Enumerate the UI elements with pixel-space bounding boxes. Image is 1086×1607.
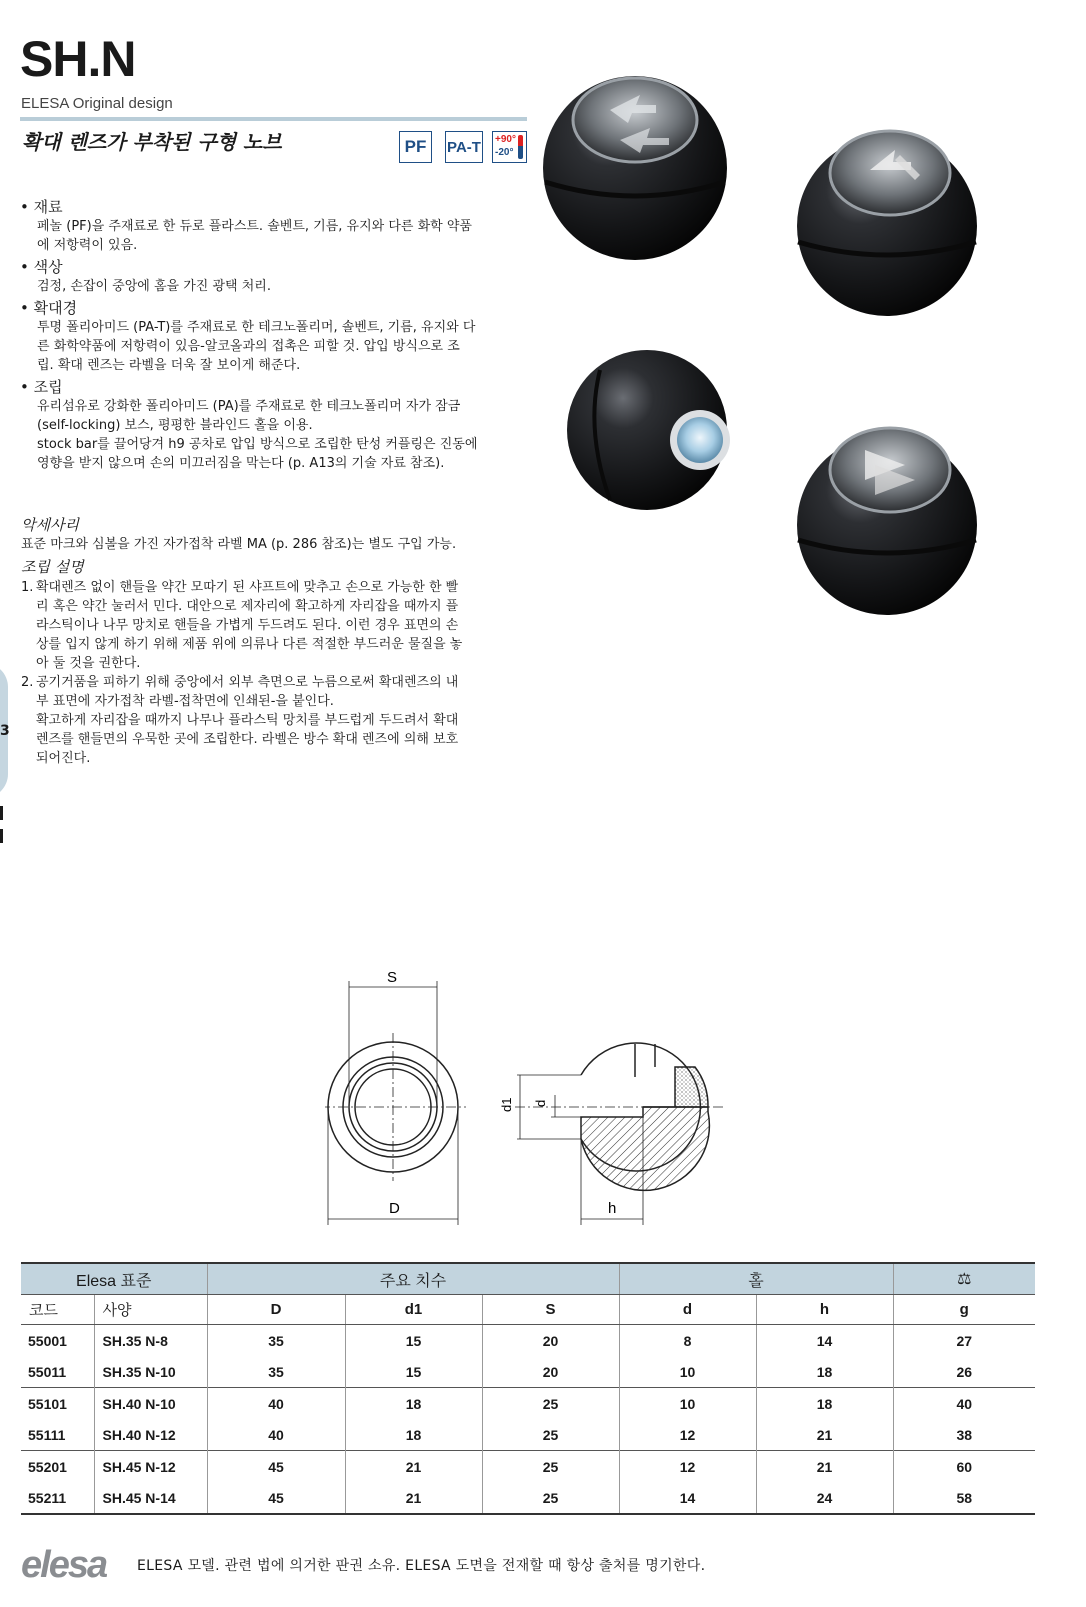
step-line: 렌즈를 핸들면의 우묵한 곳에 조립한다. 라벨은 방수 확대 렌즈에 의해 보호 <box>36 732 459 747</box>
table-cell: SH.35 N-8 <box>94 1325 207 1357</box>
table-cell: 14 <box>619 1482 756 1514</box>
step-line: 아 둘 것을 권한다. <box>36 656 141 671</box>
side-mark <box>0 829 3 843</box>
step-line: 리 혹은 약간 눌러서 민다. 대안으로 제자리에 확고하게 자리잡을 때까지 플 <box>36 599 459 614</box>
spec-heading: • 조립 <box>20 378 63 396</box>
step-line: 상를 입지 않게 하기 위해 제품 위에 의류나 다른 적절한 부드러운 물질을 놓 <box>36 637 463 652</box>
step-number: 1. <box>21 580 34 595</box>
technical-drawing <box>325 967 725 1232</box>
table-cell: 25 <box>482 1388 619 1420</box>
spec-line: 페놀 (PF)을 주재료로 한 듀로 플라스트. 솔벤트, 기름, 유지와 다른 화학 약품 <box>37 219 472 234</box>
material-badge-pa-t: PA-T <box>445 131 483 163</box>
header-hole: 홀 <box>619 1263 893 1295</box>
dim-label-d-outer: D <box>389 1200 400 1217</box>
table-cell: 12 <box>619 1419 756 1451</box>
elesa-logo <box>21 1545 126 1585</box>
table-row <box>21 1388 1035 1420</box>
spec-heading: • 확대경 <box>20 299 78 317</box>
front-view <box>325 981 466 1225</box>
spec-line: stock bar를 끌어당겨 h9 공차로 압입 방식으로 조립한 탄성 커플링은 진동에 <box>37 437 478 452</box>
step-line: 라스틱이나 나무 망치로 핸들을 가볍게 두드려도 된다. 이런 경우 표면의 손 <box>36 618 459 633</box>
table-cell: SH.40 N-10 <box>94 1388 207 1420</box>
assembly-steps <box>21 578 526 768</box>
table-cell: SH.40 N-12 <box>94 1419 207 1451</box>
col-header-D: D <box>207 1295 345 1325</box>
table-cell: 35 <box>207 1325 345 1357</box>
table-cell: 55001 <box>21 1325 94 1357</box>
header-elesa-standard: Elesa 표준 <box>21 1263 207 1295</box>
table-cell: 40 <box>207 1388 345 1420</box>
table-cell: 18 <box>756 1356 893 1388</box>
table-cell: 55201 <box>21 1451 94 1483</box>
spec-material <box>20 197 525 255</box>
col-header-d: d <box>619 1295 756 1325</box>
weight-icon: ⚖ <box>893 1263 1035 1295</box>
table-cell: SH.35 N-10 <box>94 1356 207 1388</box>
thermometer-icon <box>518 135 523 159</box>
side-section-view <box>515 1043 725 1225</box>
assembly-step <box>21 673 526 768</box>
col-header-g: g <box>893 1295 1035 1325</box>
spec-assembly <box>20 377 525 473</box>
step-number: 2. <box>21 675 34 690</box>
col-header-d1: d1 <box>345 1295 482 1325</box>
table-cell: 25 <box>482 1451 619 1483</box>
table-cell: 60 <box>893 1451 1035 1483</box>
temperature-badge <box>492 131 527 163</box>
table-cell: 38 <box>893 1419 1035 1451</box>
table-cell: 20 <box>482 1356 619 1388</box>
spec-color <box>20 257 525 296</box>
spec-line: 에 저항력이 있음. <box>37 238 138 253</box>
assembly-title: 조립 설명 <box>21 558 84 576</box>
table-cell: 45 <box>207 1451 345 1483</box>
header-main-dimensions: 주요 치수 <box>207 1263 619 1295</box>
table-cell: 58 <box>893 1482 1035 1514</box>
table-cell: 18 <box>345 1419 482 1451</box>
product-title: 확대 렌즈가 부착된 구형 노브 <box>22 130 282 154</box>
table-row <box>21 1451 1035 1483</box>
table-row <box>21 1356 1035 1388</box>
section-number: 3 <box>0 723 10 739</box>
table-cell: 21 <box>756 1451 893 1483</box>
table-cell: 40 <box>207 1419 345 1451</box>
side-mark <box>0 806 3 820</box>
knob-photo-4 <box>797 428 977 615</box>
page-title: SH.N <box>20 31 136 87</box>
step-line: 확고하게 자리잡을 때까지 나무나 플라스틱 망치를 부드럽게 두드려서 확대 <box>36 713 459 728</box>
table-cell: 21 <box>756 1419 893 1451</box>
table-cell: 55011 <box>21 1356 94 1388</box>
temp-high-label: +90° <box>495 134 516 145</box>
table-row <box>21 1325 1035 1357</box>
temp-low-label: -20° <box>495 147 514 158</box>
table-cell: 55111 <box>21 1419 94 1451</box>
step-line: 확대렌즈 없이 핸들을 약간 모따기 된 샤프트에 맞추고 손으로 가능한 한 빨 <box>36 580 459 595</box>
spec-heading: • 색상 <box>20 258 63 276</box>
dim-label-s: S <box>387 969 398 986</box>
table-cell: 21 <box>345 1482 482 1514</box>
table-cell: SH.45 N-14 <box>94 1482 207 1514</box>
table-cell: 55211 <box>21 1482 94 1514</box>
spec-line: 투명 폴리아미드 (PA-T)를 주재료로 한 테크노폴리머, 솔벤트, 기름, 유지와 다 <box>37 320 476 335</box>
table-cell: 15 <box>345 1356 482 1388</box>
table-cell: 45 <box>207 1482 345 1514</box>
spec-line: 른 화학약품에 저항력이 있음-알코올과의 접촉은 피할 것. 압입 방식으로 조 <box>37 339 460 354</box>
dim-label-d: d <box>533 1099 548 1107</box>
assembly-step <box>21 578 526 673</box>
table-cell: 10 <box>619 1388 756 1420</box>
table-cell: 12 <box>619 1451 756 1483</box>
table-cell: 14 <box>756 1325 893 1357</box>
col-header-h: h <box>756 1295 893 1325</box>
accessories-title: 악세사리 <box>21 516 79 534</box>
col-header-code: 코드 <box>21 1295 94 1325</box>
step-line: 부 표면에 자가접착 라벨-접착면에 인쇄된-을 붙인다. <box>36 694 334 709</box>
step-line: 공기거품을 피하기 위해 중앙에서 외부 측면으로 누름으로써 확대렌즈의 내 <box>36 675 459 690</box>
spec-line: 영향을 받지 않으며 손의 미끄러짐을 막는다 (p. A13의 기술 자료 참조). <box>37 456 445 471</box>
dim-label-d1: d1 <box>499 1097 514 1112</box>
footer-copyright: ELESA 모델. 관련 법에 의거한 판권 소유. ELESA 도면을 전재할 때 항상 출처를 명기한다. <box>137 1558 706 1574</box>
table-row <box>21 1419 1035 1451</box>
table-cell: 8 <box>619 1325 756 1357</box>
page-subtitle: ELESA Original design <box>21 95 173 112</box>
col-header-S: S <box>482 1295 619 1325</box>
table-cell: 27 <box>893 1325 1035 1357</box>
table-cell: 25 <box>482 1482 619 1514</box>
logo-text: elesa <box>21 1545 107 1585</box>
spec-magnifier <box>20 298 525 375</box>
table-cell: 35 <box>207 1356 345 1388</box>
table-cell: 55101 <box>21 1388 94 1420</box>
knob-photo-2 <box>797 131 977 316</box>
table-cell: 18 <box>345 1388 482 1420</box>
table-cell: SH.45 N-12 <box>94 1451 207 1483</box>
table-cell: 10 <box>619 1356 756 1388</box>
table-cell: 24 <box>756 1482 893 1514</box>
spec-line: (self-locking) 보스, 평평한 블라인드 홀을 이용. <box>37 418 313 433</box>
spec-line: 검정, 손잡이 중앙에 홈을 가진 광택 처리. <box>37 279 271 294</box>
spec-heading: • 재료 <box>20 198 63 216</box>
table-cell: 40 <box>893 1388 1035 1420</box>
table-row <box>21 1482 1035 1514</box>
table-cell: 15 <box>345 1325 482 1357</box>
spec-line: 립. 확대 렌즈는 라벨을 더욱 잘 보이게 해준다. <box>37 358 301 373</box>
col-header-spec: 사양 <box>94 1295 207 1325</box>
product-photos <box>540 70 1065 630</box>
title-underline <box>20 117 527 121</box>
table-cell: 26 <box>893 1356 1035 1388</box>
dimensions-table <box>21 1262 1035 1515</box>
knob-photo-1 <box>543 76 727 260</box>
step-line: 되어진다. <box>36 751 91 766</box>
accessories-text: 표준 마크와 심볼을 가진 자가접착 라벨 MA (p. 286 참조)는 별도 구입 가능. <box>21 537 457 552</box>
table-cell: 20 <box>482 1325 619 1357</box>
table-cell: 25 <box>482 1419 619 1451</box>
table-cell: 21 <box>345 1451 482 1483</box>
dim-label-h: h <box>608 1200 617 1217</box>
table-cell: 18 <box>756 1388 893 1420</box>
spec-line: 유리섬유로 강화한 폴리아미드 (PA)를 주재료로 한 테크노폴리머 자가 잠금 <box>37 399 461 414</box>
material-badge-pf: PF <box>399 131 432 163</box>
knob-photo-3 <box>567 350 730 510</box>
